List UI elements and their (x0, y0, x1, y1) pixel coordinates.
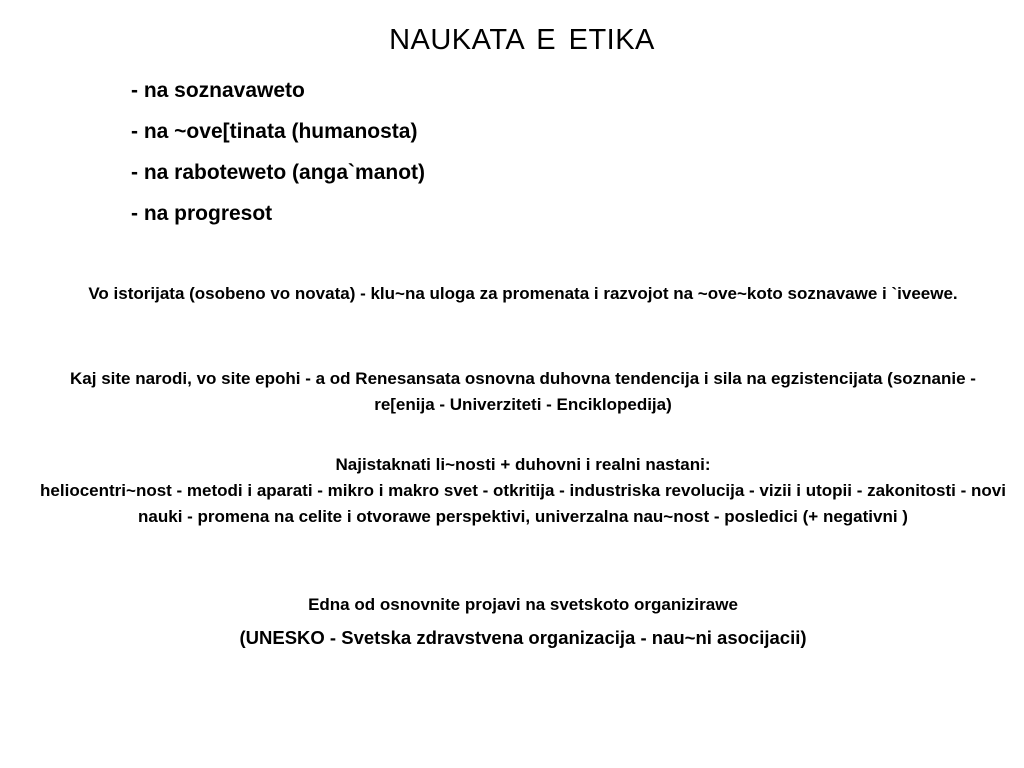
slide-title: NAUKATA E ETIKA (389, 24, 655, 56)
bullet-list (131, 76, 425, 240)
paragraph-unesco: (UNESKO - Svetska zdravstvena organizacija - nau~ni asocijacii) (239, 627, 807, 648)
bullet-item: - na raboteweto (anga`manot) (131, 161, 426, 184)
personalities-list: heliocentri~nost - metodi i aparati - mikro i makro svet - otkritija - industriska revolucija - vizii i utopii - zakonitosti - novi nauki - promena na celite i otvorawe perspektivi, univerzalna nau~nost - posledici (+ negativni ) (40, 481, 1006, 526)
personalities-heading: Najistaknati li~nosti + duhovni i realni nastani: (335, 455, 711, 474)
paragraph-history: Vo istorijata (osobeno vo novata) - klu~na uloga za promenata i razvojot na ~ove~koto soznavawe i `iveewe. (88, 284, 958, 303)
bullet-item: - na ~ove[tinata (humanosta) (131, 120, 418, 143)
paragraph-organization: Edna od osnovnite projavi na svetskoto organizirawe (308, 595, 738, 614)
paragraph-personalities (40, 452, 1006, 530)
bullet-item: - na progresot (131, 202, 273, 225)
paragraph-nations: Kaj site narodi, vo site epohi - a od Renesansata osnovna duhovna tendencija i sila na egzistencijata (soznanie - re[enija - Univerziteti - Enciklopedija) (70, 369, 976, 414)
bullet-item: - na soznavaweto (131, 79, 305, 102)
